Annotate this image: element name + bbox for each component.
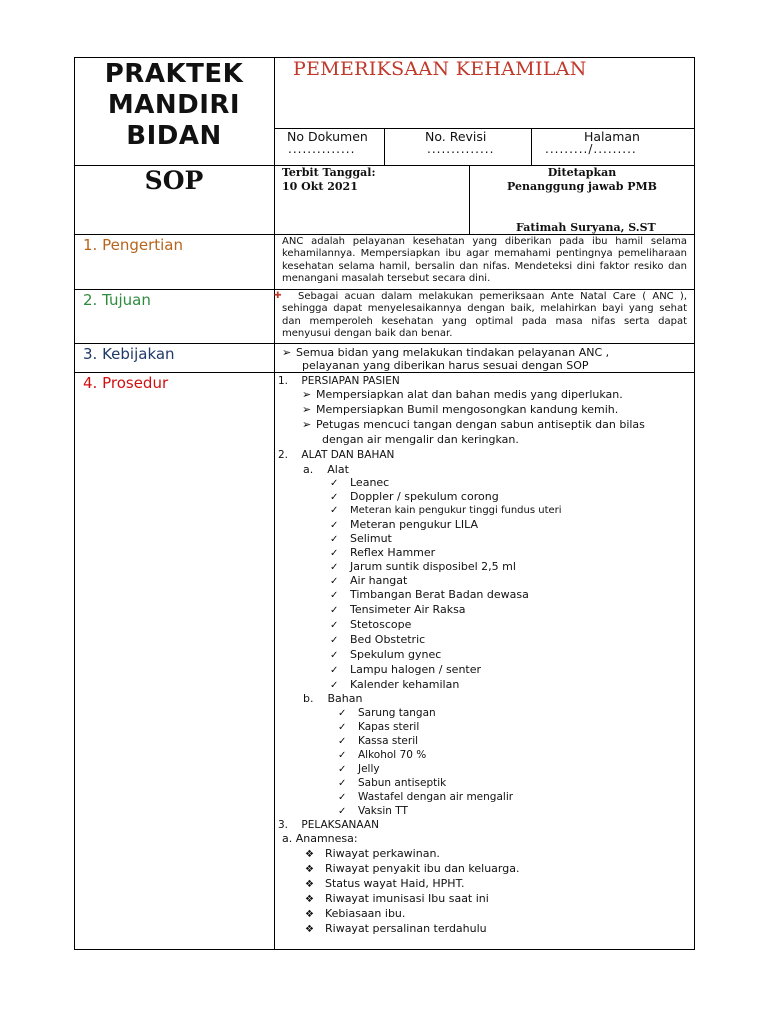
persiapan-item: ➢ Petugas mencuci tangan dengan sabun antiseptik dan bilas bbox=[302, 418, 645, 431]
arrow-bullet-icon: ➢ bbox=[302, 388, 312, 401]
persiapan-item-cont: dengan air mengalir dan keringkan. bbox=[322, 433, 519, 446]
persiapan-item: ➢ Mempersiapkan alat dan bahan medis yang diperlukan. bbox=[302, 388, 623, 401]
alat-item: ✓ Stetoscope bbox=[330, 618, 412, 631]
check-icon: ✓ bbox=[330, 534, 339, 545]
diamond-bullet-icon: ❖ bbox=[305, 894, 314, 905]
check-icon: ✓ bbox=[338, 806, 347, 817]
check-icon: ✓ bbox=[338, 778, 347, 789]
bahan-item: ✓ Sarung tangan bbox=[338, 707, 436, 719]
check-icon: ✓ bbox=[338, 736, 347, 747]
bahan-item: ✓ Vaksin TT bbox=[338, 805, 408, 817]
check-icon: ✓ bbox=[338, 750, 347, 761]
check-icon: ✓ bbox=[330, 576, 339, 587]
org-name-line1: PRAKTEK bbox=[104, 59, 244, 89]
table-border-bottom bbox=[74, 949, 695, 950]
alat-item: ✓ Selimut bbox=[330, 532, 392, 545]
established-by: Penanggung jawab PMB bbox=[507, 180, 657, 193]
check-icon: ✓ bbox=[330, 478, 339, 489]
alat-item: ✓ Lampu halogen / senter bbox=[330, 663, 482, 676]
alat-heading: a. Alat bbox=[303, 463, 349, 476]
revision-value: .............. bbox=[427, 142, 495, 156]
bahan-item: ✓ Wastafel dengan air mengalir bbox=[338, 791, 514, 803]
check-icon: ✓ bbox=[330, 492, 339, 503]
check-icon: ✓ bbox=[338, 708, 347, 719]
persiapan-heading: 1. PERSIAPAN PASIEN bbox=[278, 375, 400, 387]
anamnesa-item: ❖ Kebiasaan ibu. bbox=[305, 907, 406, 920]
pengertian-text: ANC adalah pelayanan kesehatan yang diberikan pada ibu hamil selama kehamilannya. Mempersiapkan ibu agar memahami pentingnya pemeliharaan kesehatan selama hamil, bersalin dan nifas. Mendeteksi dini faktor resiko dan menangani masalah tersebut secara dini. bbox=[282, 236, 687, 285]
check-icon: ✓ bbox=[338, 722, 347, 733]
established-label: Ditetapkan bbox=[547, 166, 617, 179]
row-divider-pengertian bbox=[74, 234, 695, 235]
doc-no-value: .............. bbox=[288, 142, 356, 156]
check-icon: ✓ bbox=[330, 590, 339, 601]
bahan-item: ✓ Alkohol 70 % bbox=[338, 749, 427, 761]
doc-no-label: No Dokumen bbox=[287, 129, 368, 144]
arrow-bullet-icon: ➢ bbox=[302, 403, 312, 416]
check-icon: ✓ bbox=[330, 505, 339, 516]
anamnesa-item: ❖ Riwayat persalinan terdahulu bbox=[305, 922, 487, 935]
meta-divider-2 bbox=[531, 128, 532, 165]
alat-bahan-heading: 2. ALAT DAN BAHAN bbox=[278, 449, 395, 461]
anamnesa-heading: a. Anamnesa: bbox=[282, 832, 358, 845]
issued-date: 10 Okt 2021 bbox=[282, 180, 358, 193]
check-icon: ✓ bbox=[330, 680, 339, 691]
anamnesa-item: ❖ Riwayat penyakit ibu dan keluarga. bbox=[305, 862, 520, 875]
check-icon: ✓ bbox=[330, 605, 339, 616]
signatory: Fatimah Suryana, S.ST bbox=[516, 221, 656, 234]
arrow-bullet-icon: ➢ bbox=[282, 346, 292, 359]
column-divider bbox=[274, 57, 275, 950]
section-pengertian-label: 1. Pengertian bbox=[83, 236, 183, 254]
tujuan-text: Sebagai acuan dalam melakukan pemeriksaan Ante Natal Care ( ANC ), sehingga dapat menyelesaikannya dengan baik, melahirkan bayi yang sehat dan memperoleh kesehatan yang optimal pada masa nifas serta dapat menyusui dengan baik dan benar. bbox=[282, 291, 687, 340]
pelaksanaan-heading: 3. PELAKSANAAN bbox=[278, 819, 379, 831]
check-icon: ✓ bbox=[330, 665, 339, 676]
kebijakan-line1: ➢ Semua bidan yang melakukan tindakan pelayanan ANC , bbox=[282, 346, 610, 359]
document-title: PEMERIKSAAN KEHAMILAN bbox=[293, 58, 587, 80]
bahan-item: ✓ Sabun antiseptik bbox=[338, 777, 447, 789]
section-kebijakan-label: 3. Kebijakan bbox=[83, 345, 175, 363]
check-icon: ✓ bbox=[330, 620, 339, 631]
plus-bullet-icon: ✚ bbox=[274, 291, 282, 301]
alat-item: ✓ Bed Obstetric bbox=[330, 633, 426, 646]
alat-item: ✓ Reflex Hammer bbox=[330, 546, 436, 559]
diamond-bullet-icon: ❖ bbox=[305, 909, 314, 920]
alat-item: ✓ Leanec bbox=[330, 476, 390, 489]
check-icon: ✓ bbox=[330, 520, 339, 531]
alat-item: ✓ Meteran pengukur LILA bbox=[330, 518, 479, 531]
diamond-bullet-icon: ❖ bbox=[305, 864, 314, 875]
check-icon: ✓ bbox=[330, 562, 339, 573]
check-icon: ✓ bbox=[338, 792, 347, 803]
org-name-line2: MANDIRI bbox=[107, 90, 241, 120]
alat-item: ✓ Tensimeter Air Raksa bbox=[330, 603, 466, 616]
alat-item: ✓ Air hangat bbox=[330, 574, 408, 587]
diamond-bullet-icon: ❖ bbox=[305, 879, 314, 890]
check-icon: ✓ bbox=[330, 548, 339, 559]
kebijakan-line2: pelayanan yang diberikan harus sesuai dengan SOP bbox=[302, 359, 589, 372]
sop-label: SOP bbox=[144, 166, 204, 195]
revision-label: No. Revisi bbox=[425, 129, 487, 144]
row-divider-tujuan bbox=[74, 289, 695, 290]
anamnesa-item: ❖ Riwayat imunisasi Ibu saat ini bbox=[305, 892, 489, 905]
alat-item: ✓ Jarum suntik disposibel 2,5 ml bbox=[330, 560, 516, 573]
alat-item: ✓ Kalender kehamilan bbox=[330, 678, 460, 691]
diamond-bullet-icon: ❖ bbox=[305, 924, 314, 935]
diamond-bullet-icon: ❖ bbox=[305, 849, 314, 860]
section-prosedur-label: 4. Prosedur bbox=[83, 374, 169, 392]
check-icon: ✓ bbox=[338, 764, 347, 775]
check-icon: ✓ bbox=[330, 650, 339, 661]
anamnesa-item: ❖ Riwayat perkawinan. bbox=[305, 847, 440, 860]
alat-item: ✓ Meteran kain pengukur tinggi fundus uteri bbox=[330, 505, 562, 516]
page-label: Halaman bbox=[584, 129, 640, 144]
check-icon: ✓ bbox=[330, 635, 339, 646]
section-tujuan-label: 2. Tujuan bbox=[83, 291, 151, 309]
row-divider-kebijakan bbox=[74, 343, 695, 344]
issued-label: Terbit Tanggal: bbox=[282, 166, 376, 179]
bahan-item: ✓ Kapas steril bbox=[338, 721, 420, 733]
bahan-heading: b. Bahan bbox=[303, 692, 363, 705]
meta-divider-1 bbox=[384, 128, 385, 165]
persiapan-item: ➢ Mempersiapkan Bumil mengosongkan kandung kemih. bbox=[302, 403, 619, 416]
org-name-line3: BIDAN bbox=[126, 121, 222, 151]
bahan-item: ✓ Jelly bbox=[338, 763, 380, 775]
anamnesa-item: ❖ Status wayat Haid, HPHT. bbox=[305, 877, 465, 890]
alat-item: ✓ Timbangan Berat Badan dewasa bbox=[330, 588, 529, 601]
arrow-bullet-icon: ➢ bbox=[302, 418, 312, 431]
bahan-item: ✓ Kassa steril bbox=[338, 735, 419, 747]
alat-item: ✓ Spekulum gynec bbox=[330, 648, 442, 661]
alat-item: ✓ Doppler / spekulum corong bbox=[330, 490, 499, 503]
page-value: ........./......... bbox=[545, 142, 637, 156]
